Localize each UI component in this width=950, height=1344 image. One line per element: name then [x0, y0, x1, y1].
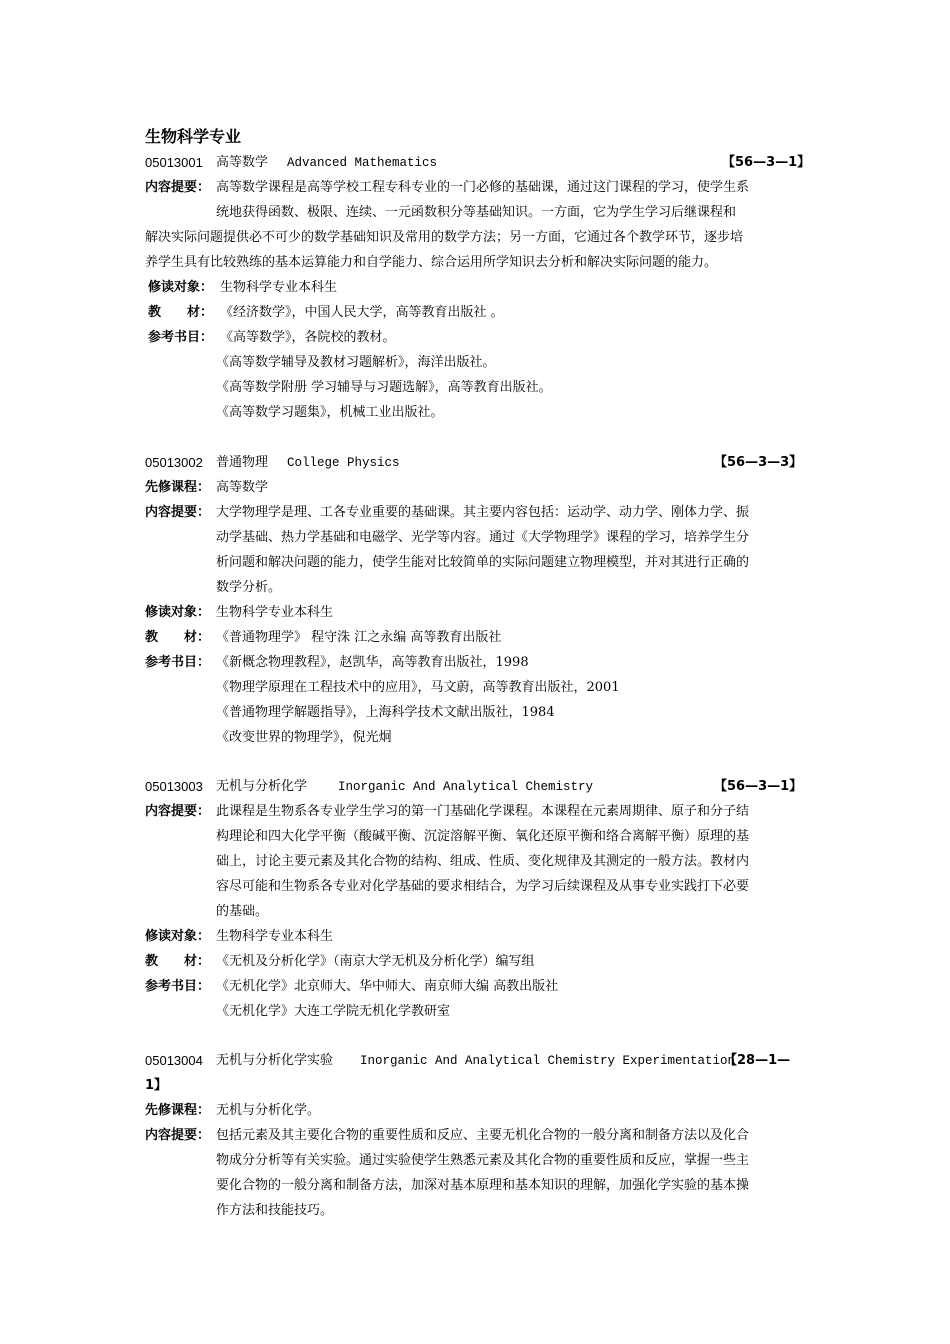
- course-credit-continued: 1】: [145, 1078, 168, 1093]
- course-credit: 【56—3—1】: [722, 155, 811, 170]
- content-line: 容尽可能和生物系各专业对化学基础的要求相结合，为学习后续课程及从事专业实践打下必要: [216, 879, 750, 894]
- content-label: 内容提要：: [145, 804, 211, 819]
- textbook-label: 教 材：: [145, 954, 211, 969]
- reference-item: 《高等数学》，各院校的教材。: [220, 330, 396, 345]
- target-label: 修读对象：: [148, 280, 214, 295]
- reference-item: 《高等数学附册 学习辅导与习题选解》，高等教育出版社。: [216, 380, 552, 395]
- content-label: 内容提要：: [145, 180, 211, 195]
- course-credit: 【56—3—1】: [714, 779, 803, 794]
- course-name-en: Advanced Mathematics: [287, 156, 438, 170]
- reference-label: 参考书目：: [145, 655, 211, 670]
- course-name-en: Inorganic And Analytical Chemistry Experimentation: [360, 1054, 736, 1068]
- content-line: 包括元素及其主要化合物的重要性质和反应、主要无机化合物的一般分离和制备方法以及化合: [216, 1128, 750, 1143]
- course-name-en: Inorganic And Analytical Chemistry: [338, 780, 594, 794]
- reference-item: 《高等数学习题集》，机械工业出版社。: [216, 405, 444, 420]
- course-code: 05013003: [145, 779, 203, 794]
- course-name-cn: 无机与分析化学: [216, 779, 308, 794]
- course-name-cn: 普通物理: [216, 455, 269, 470]
- reference-label: 参考书目：: [148, 330, 214, 345]
- prereq-value: 无机与分析化学。: [216, 1103, 321, 1118]
- content-line: 础上，讨论主要元素及其化合物的结构、组成、性质、变化规律及其测定的一般方法。教材内: [216, 854, 750, 869]
- content-line: 此课程是生物系各专业学生学习的第一门基础化学课程。本课程在元素周期律、原子和分子结: [216, 804, 750, 819]
- content-line: 大学物理学是理、工各专业重要的基础课。其主要内容包括：运动学、动力学、刚体力学、振: [216, 505, 750, 520]
- reference-label: 参考书目：: [145, 979, 211, 994]
- content-line: 作方法和技能技巧。: [216, 1203, 334, 1218]
- textbook-label: 教 材：: [148, 305, 214, 320]
- content-line: 构理论和四大化学平衡（酸碱平衡、沉淀溶解平衡、氧化还原平衡和络合离解平衡）原理的基: [216, 829, 750, 844]
- reference-item: 《改变世界的物理学》，倪光炯: [216, 730, 392, 745]
- course-code: 05013002: [145, 455, 203, 470]
- reference-item: 《物理学原理在工程技术中的应用》，马文蔚，高等教育出版社，2001: [216, 680, 620, 695]
- target-value: 生物科学专业本科生: [216, 605, 334, 620]
- reference-item: 《高等数学辅导及教材习题解析》，海洋出版社。: [216, 355, 496, 370]
- reference-item: 《无机化学》大连工学院无机化学教研室: [216, 1004, 451, 1019]
- prereq-label: 先修课程：: [145, 480, 211, 495]
- course-credit: 【28—1—: [724, 1053, 791, 1068]
- course-credit: 【56—3—3】: [714, 455, 803, 470]
- content-line: 动学基础、热力学基础和电磁学、光学等内容。通过《大学物理学》课程的学习，培养学生分: [216, 530, 750, 545]
- textbook-value: 《普通物理学》 程守洙 江之永编 高等教育出版社: [216, 630, 502, 645]
- course-code: 05013004: [145, 1053, 203, 1068]
- reference-item: 《普通物理学解题指导》，上海科学技术文献出版社，1984: [216, 705, 555, 720]
- course-name-en: College Physics: [287, 456, 400, 470]
- reference-item: 《新概念物理教程》，赵凯华，高等教育出版社，1998: [216, 655, 529, 670]
- content-line: 物成分分析等有关实验。通过实验使学生熟悉元素及其化合物的重要性质和反应，掌握一些主: [216, 1153, 750, 1168]
- course-name-cn: 高等数学: [216, 155, 269, 170]
- textbook-label: 教 材：: [145, 630, 211, 645]
- textbook-value: 《无机及分析化学》（南京大学无机及分析化学）编写组: [216, 954, 535, 969]
- content-line: 析问题和解决问题的能力，使学生能对比较简单的实际问题建立物理模型，并对其进行正确的: [216, 555, 750, 570]
- prereq-label: 先修课程：: [145, 1103, 211, 1118]
- content-line: 解决实际问题提供必不可少的数学基础知识及常用的数学方法；另一方面，它通过各个教学环节，逐步培: [145, 230, 744, 245]
- textbook-value: 《经济数学》，中国人民大学，高等教育出版社 。: [220, 305, 504, 320]
- content-line: 高等数学课程是高等学校工程专科专业的一门必修的基础课，通过这门课程的学习，使学生系: [216, 180, 750, 195]
- page-title: 生物科学专业: [145, 127, 242, 146]
- content-line: 统地获得函数、极限、连续、一元函数积分等基础知识。一方面，它为学生学习后继课程和: [216, 205, 737, 220]
- content-label: 内容提要：: [145, 1128, 211, 1143]
- content-line: 养学生具有比较熟练的基本运算能力和自学能力、综合运用所学知识去分析和解决实际问题的能力。: [145, 255, 718, 270]
- target-label: 修读对象：: [145, 929, 211, 944]
- content-line: 的基础。: [216, 904, 269, 919]
- course-code: 05013001: [145, 155, 203, 170]
- target-value: 生物科学专业本科生: [216, 929, 334, 944]
- course-name-cn: 无机与分析化学实验: [216, 1053, 334, 1068]
- target-label: 修读对象：: [145, 605, 211, 620]
- content-label: 内容提要：: [145, 505, 211, 520]
- reference-item: 《无机化学》北京师大、华中师大、南京师大编 高教出版社: [216, 979, 559, 994]
- content-line: 数学分析。: [216, 580, 282, 595]
- prereq-value: 高等数学: [216, 480, 269, 495]
- content-line: 要化合物的一般分离和制备方法，加深对基本原理和基本知识的理解，加强化学实验的基本操: [216, 1178, 750, 1193]
- target-value: 生物科学专业本科生: [220, 280, 338, 295]
